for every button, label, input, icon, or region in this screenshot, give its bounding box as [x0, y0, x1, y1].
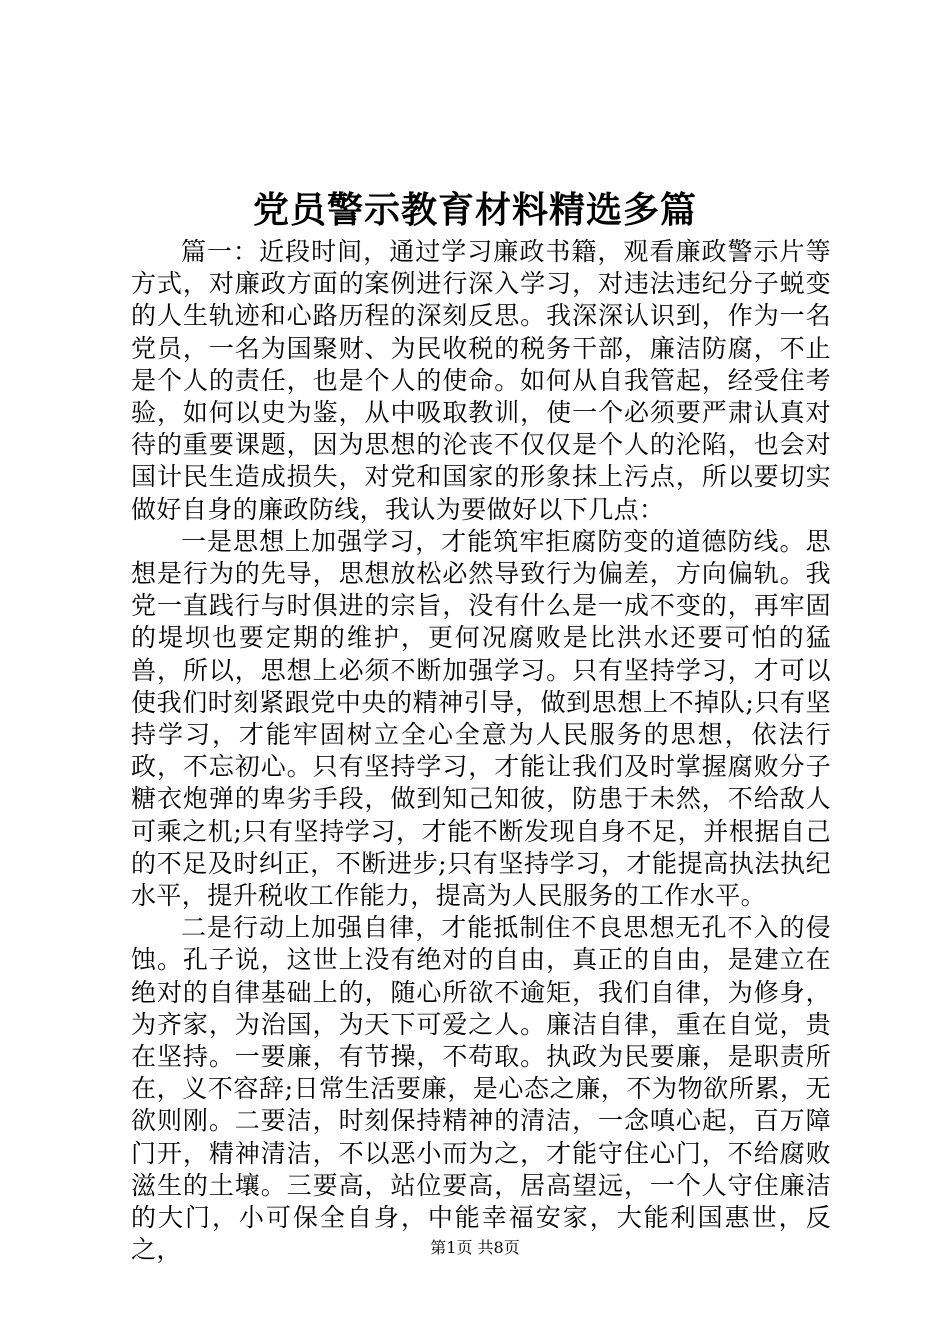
paragraph-2: 一是思想上加强学习，才能筑牢拒腐防变的道德防线。思想是行为的先导，思想放松必然导致行为偏差，方向偏轨。我党一直践行与时俱进的宗旨，没有什么是一成不变的，再牢固的堤坝也要定期的维护，更何况腐败是比洪水还要可怕的猛兽，所以，思想上必须不断加强学习。只有坚持学习，才可以使我们时刻紧跟党中央的精神引导，做到思想上不掉队;只有坚持学习，才能牢固树立全心全意为人民服务的思想，依法行政，不忘初心。只有坚持学习，才能让我们及时掌握腐败分子糖衣炮弹的卑劣手段，做到知己知彼，防患于未然，不给敌人可乘之机;只有坚持学习，才能不断发现自身不足，并根据自己的不足及时纠正，不断进步;只有坚持学习，才能提高执法执纪水平，提升税收工作能力，提高为人民服务的工作水平。: [131, 526, 831, 911]
page-footer: 第1页 共8页: [430, 1238, 520, 1257]
paragraph-1: 篇一：近段时间，通过学习廉政书籍，观看廉政警示片等方式，对廉政方面的案例进行深入学习，对违法违纪分子蜕变的人生轨迹和心路历程的深刻反思。我深深认识到，作为一名党员，一名为国聚财、为民收税的税务干部，廉洁防腐，不止是个人的责任，也是个人的使命。如何从自我管起，经受住考验，如何以史为鉴，从中吸取教训，使一个必须要严肃认真对待的重要课题，因为思想的沦丧不仅仅是个人的沦陷，也会对国计民生造成损失，对党和国家的形象抹上污点，所以要切实做好自身的廉政防线，我认为要做好以下几点：: [131, 237, 831, 524]
paragraph-3: 二是行动上加强自律，才能抵制住不良思想无孔不入的侵蚀。孔子说，这世上没有绝对的自由，真正的自由，是建立在绝对的自律基础上的，随心所欲不逾矩，我们自律，为修身，为齐家，为治国，为天下可爱之人。廉洁自律，重在自觉，贵在坚持。一要廉，有节操，不苟取。执政为民要廉，是职责所在，义不容辞;日常生活要廉，是心态之廉，不为物欲所累，无欲则刚。二要洁，时刻保持精神的清洁，一念嗔心起，百万障门开，精神清洁，不以恶小而为之，才能守住心门，不给腐败滋生的土壤。三要高，站位要高，居高望远，一个人守住廉洁的大门，小可保全自身，中能幸福安家，大能利国惠世，反之，: [131, 913, 831, 1265]
document-body: [131, 236, 831, 1267]
document-title: 党员警示教育材料精选多篇: [252, 189, 697, 231]
